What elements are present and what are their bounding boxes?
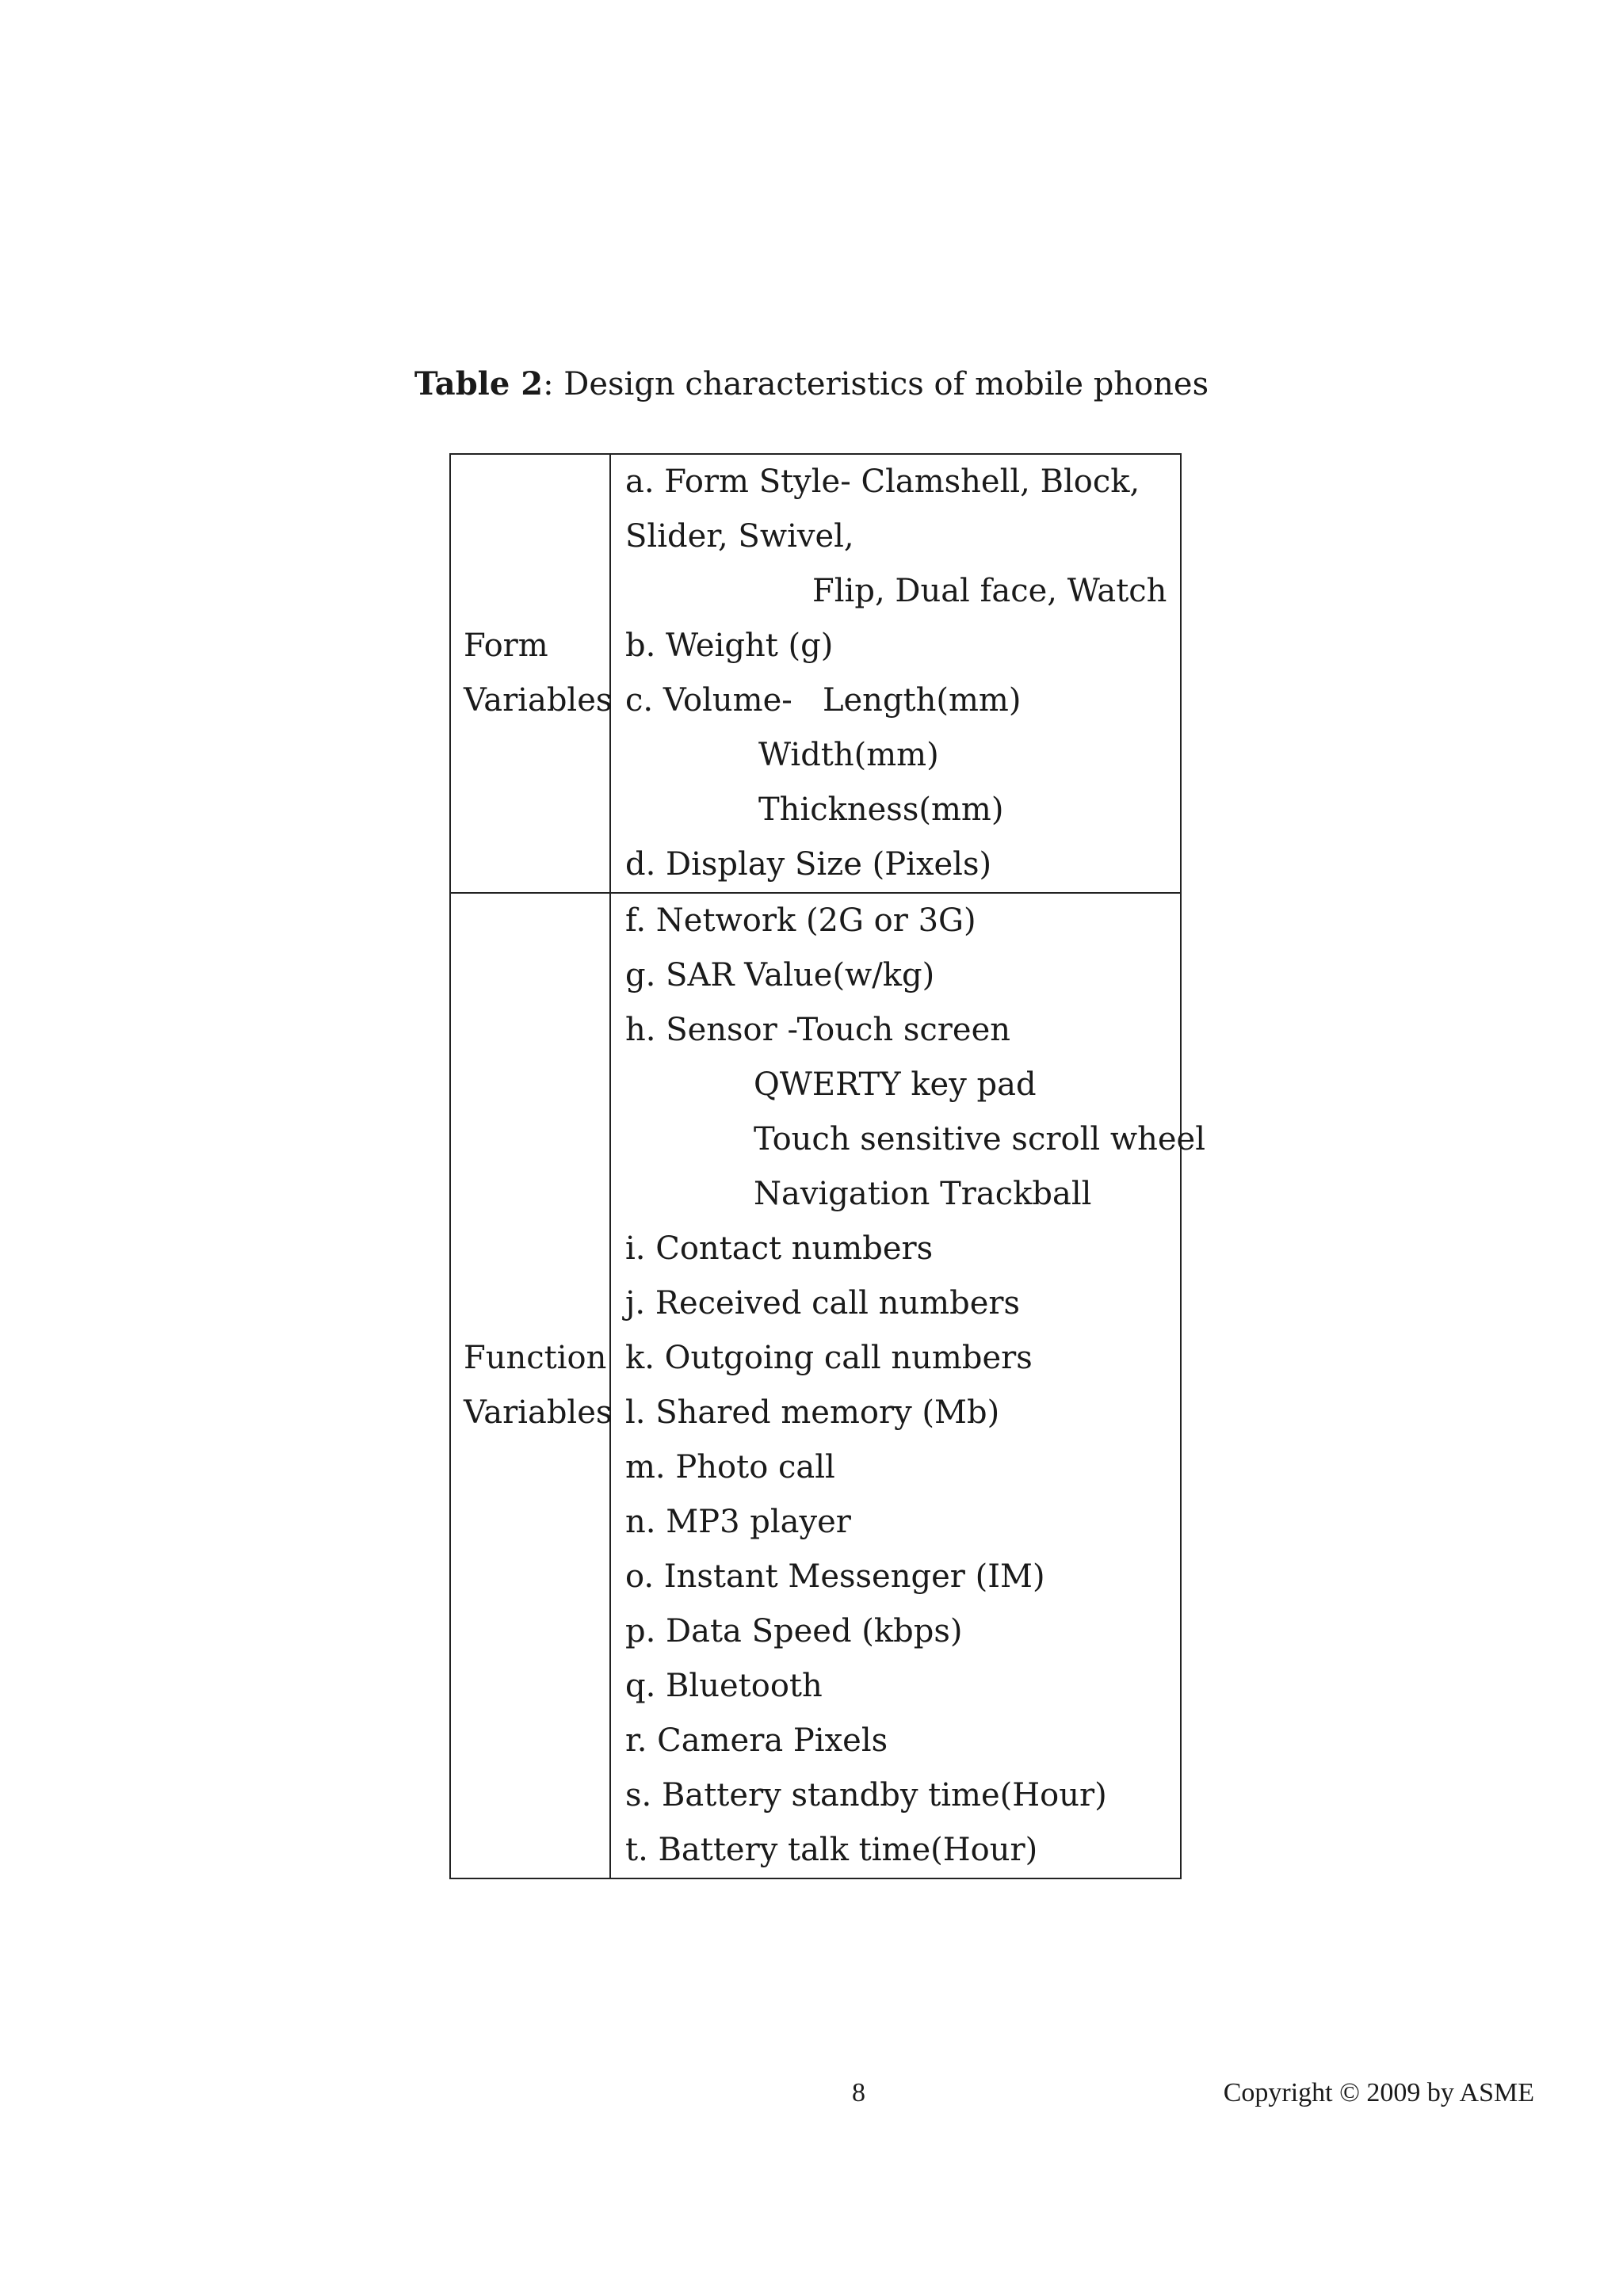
caption-label: Table 2 xyxy=(414,365,544,402)
function-item: k. Outgoing call numbers xyxy=(625,1340,1033,1376)
function-label-line2: Variables xyxy=(464,1394,613,1431)
function-item: h. Sensor -Touch screen xyxy=(625,1012,1011,1048)
form-item: Thickness(mm) xyxy=(758,791,1004,828)
form-item: d. Display Size (Pixels) xyxy=(625,846,992,883)
form-item: Width(mm) xyxy=(758,737,939,773)
form-variables-label xyxy=(450,454,613,893)
function-item: r. Camera Pixels xyxy=(625,1722,888,1759)
function-item: n. MP3 player xyxy=(625,1504,851,1540)
function-label-line1: Function xyxy=(464,1340,607,1376)
form-item: Slider, Swivel, xyxy=(625,518,854,555)
function-item: t. Battery talk time(Hour) xyxy=(625,1832,1038,1868)
form-item: b. Weight (g) xyxy=(625,627,834,664)
page-number: 8 xyxy=(852,2078,865,2107)
function-item: p. Data Speed (kbps) xyxy=(625,1613,963,1650)
function-item: q. Bluetooth xyxy=(625,1668,823,1704)
function-item: g. SAR Value(w/kg) xyxy=(625,957,935,994)
function-item: i. Contact numbers xyxy=(625,1230,934,1267)
caption-text: : Design characteristics of mobile phones xyxy=(543,366,1209,402)
form-item: a. Form Style- Clamshell, Block, xyxy=(625,463,1140,500)
function-item: QWERTY key pad xyxy=(754,1066,1037,1103)
function-item: m. Photo call xyxy=(625,1449,835,1486)
copyright-notice: Copyright © 2009 by ASME xyxy=(1223,2078,1534,2107)
function-variables-row xyxy=(450,893,1181,1878)
form-label-line1: Form xyxy=(464,627,548,664)
design-characteristics-table xyxy=(449,453,1205,1879)
form-label-line2: Variables xyxy=(464,682,613,719)
function-item: j. Received call numbers xyxy=(625,1285,1021,1322)
function-variables-items xyxy=(610,893,1205,1878)
function-item: s. Battery standby time(Hour) xyxy=(625,1777,1107,1814)
function-item: Touch sensitive scroll wheel xyxy=(754,1121,1205,1158)
form-variables-items xyxy=(610,454,1181,893)
form-item: c. Volume- Length(mm) xyxy=(625,682,1022,719)
form-item: Flip, Dual face, Watch xyxy=(812,573,1167,609)
function-item: o. Instant Messenger (IM) xyxy=(625,1558,1045,1595)
function-item: f. Network (2G or 3G) xyxy=(625,902,976,939)
function-item: l. Shared memory (Mb) xyxy=(625,1394,1000,1431)
function-variables-label xyxy=(450,893,613,1878)
function-item: Navigation Trackball xyxy=(754,1176,1092,1212)
form-variables-row xyxy=(450,454,1181,893)
table-caption xyxy=(0,360,1623,408)
